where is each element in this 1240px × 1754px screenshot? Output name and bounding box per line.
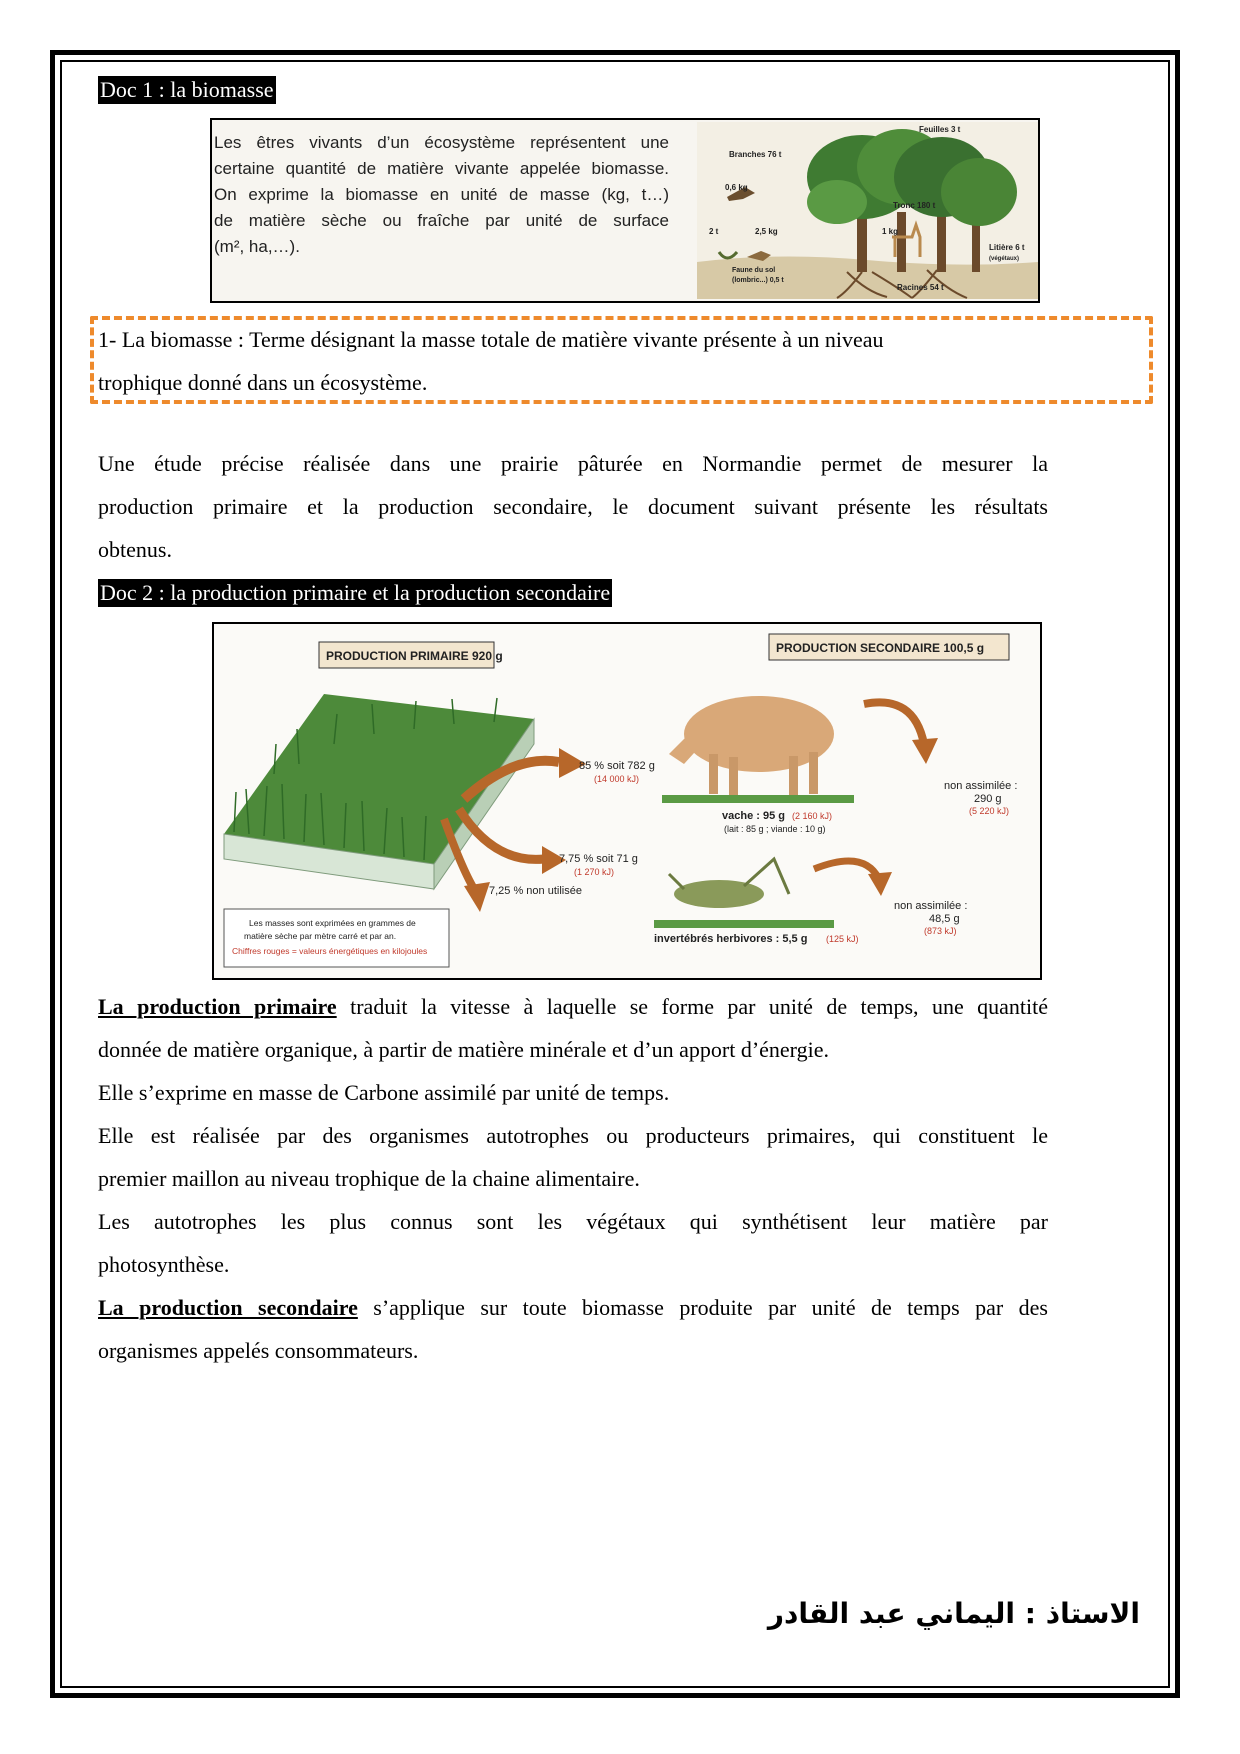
p5-line1 [98,1286,1048,1329]
secondary-title: PRODUCTION SECONDAIRE 100,5 g [776,641,985,655]
intro-line: production primaire et la production secondaire, le document suivant présente les résultats [98,494,1048,519]
label-racines: Racines 54 t [897,283,944,292]
label-small: 2,5 kg [755,227,778,236]
insect-label: invertébrés herbivores : 5,5 g [654,933,808,945]
p1-term: La production primaire [98,994,337,1019]
insect-na: non assimilée : [894,900,968,912]
arrow1-kj: (14 000 kJ) [594,774,640,784]
definition-line: 1- La biomasse : Terme désignant la masse totale de matière vivante présente à un niveau [98,327,884,352]
doc2-label: Doc 2 : la production primaire et la production secondaire [100,580,611,605]
doc1-text-line: certaine quantité de matière vivante appelée biomasse. [214,159,669,178]
label-bird: 0,6 kg [725,183,748,192]
definition-line: trophique donné dans un écosystème. [98,370,428,395]
legend-line: matière sèche par mètre carré et par an. [244,931,397,941]
insect-na-kj: (873 kJ) [924,926,957,936]
label-litiere-sub: (végétaux) [989,256,1020,262]
cow-label: vache : 95 g [722,810,785,822]
p5-rest: s’applique sur toute biomasse produite par unité de temps par des [357,1295,1048,1320]
label-tronc: Tronc 180 t [893,201,936,210]
teacher-signature: الاستاذ : اليماني عبد القادر [767,1597,1140,1630]
cow-sub: (lait : 85 g ; viande : 10 g) [724,824,826,834]
intro-line: Une étude précise réalisée dans une prairie pâturée en Normandie permet de mesurer la [98,451,1048,476]
label-branches: Branches 76 t [729,150,782,159]
p3-line2: premier maillon au niveau trophique de la chaine alimentaire. [98,1166,640,1191]
cow-kj: (2 160 kJ) [792,811,833,821]
intro-line: obtenus. [98,537,172,562]
forest-illustration [697,122,1038,299]
p3-line1: Elle est réalisée par des organismes autotrophes ou producteurs primaires, qui constituent le [98,1123,1048,1148]
p1-line2: donnée de matière organique, à partir de matière minérale et d’un apport d’énergie. [98,1037,829,1062]
doc1-figure [210,118,1040,303]
label-deer: 1 kg [882,227,899,236]
arrow2-kj: (1 270 kJ) [574,867,615,877]
label-faune-1: Faune du sol [732,267,776,274]
p1-rest: traduit la vitesse à laquelle se forme par unité de temps, une quantité [336,994,1048,1019]
arrow2-label: 7,75 % soit 71 g [559,853,638,865]
p5-line2: organismes appelés consommateurs. [98,1338,419,1363]
doc2-figure [212,622,1042,980]
label-litiere: Litière 6 t [989,243,1025,252]
cow-na-kj: (5 220 kJ) [969,806,1010,816]
body-text [98,985,1048,1372]
p1-line1 [98,985,1048,1028]
primary-title: PRODUCTION PRIMAIRE 920 g [326,649,503,663]
intro-paragraph [98,442,1048,571]
p5-term: La production secondaire [98,1295,358,1320]
insect-kj: (125 kJ) [826,934,859,944]
label-feuilles: Feuilles 3 t [919,125,961,134]
doc1-text [214,130,669,260]
doc1-text-line: Les êtres vivants d’un écosystème représentent une [214,133,669,152]
arrow3-label: 7,25 % non utilisée [489,885,582,897]
label-two-t: 2 t [709,227,719,236]
legend-line: Chiffres rouges = valeurs énergétiques en kilojoules [232,946,428,956]
cow-na: non assimilée : [944,780,1018,792]
arrow1-label: 85 % soit 782 g [579,760,655,772]
doc1-text-line: On exprime la biomasse en unité de masse (kg, t…) [214,185,669,204]
doc1-label: Doc 1 : la biomasse [100,77,274,102]
p2: Elle s’exprime en masse de Carbone assimilé par unité de temps. [98,1080,670,1105]
p4-line2: photosynthèse. [98,1252,230,1277]
doc1-text-line: (m², ha,…). [214,237,300,256]
insect-na-val: 48,5 g [929,913,960,925]
label-faune-2: (lombric...) 0,5 t [732,277,784,284]
production-illustration [214,624,1040,978]
doc1-text-line: de matière sèche ou fraîche par unité de surface [214,211,669,230]
cow-na-val: 290 g [974,793,1002,805]
p4-line1: Les autotrophes les plus connus sont les végétaux qui synthétisent leur matière par [98,1209,1048,1234]
legend-line: Les masses sont exprimées en grammes de [249,918,416,928]
definition-text [98,318,1058,404]
